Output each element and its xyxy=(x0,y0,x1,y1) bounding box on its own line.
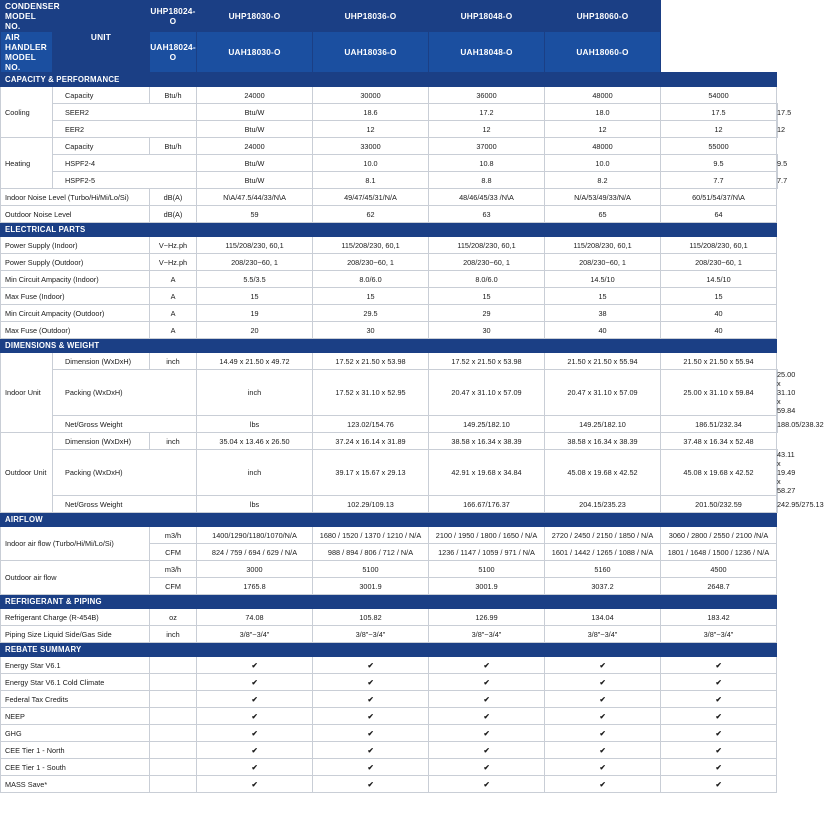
table-row xyxy=(1,561,778,578)
row-value-4: 43.11 x 19.49 x 58.27 xyxy=(777,450,796,495)
row-value-4: 55000 xyxy=(661,138,777,155)
check-icon: ✔ xyxy=(545,674,661,691)
row-value-2: 204.15/235.23 xyxy=(545,496,661,513)
table-row xyxy=(1,254,778,271)
check-icon: ✔ xyxy=(313,708,429,725)
table-row xyxy=(1,121,778,138)
section-header-3 xyxy=(1,513,778,527)
row-value-4: 21.50 x 21.50 x 55.94 xyxy=(661,353,777,370)
row-unit: V~Hz.ph xyxy=(150,237,197,254)
row-label: Dimension (WxDxH) xyxy=(53,353,150,370)
table-row xyxy=(1,322,778,339)
row-label: EER2 xyxy=(53,121,197,138)
section-title: REBATE SUMMARY xyxy=(1,643,777,657)
header-ah-model-6: UAH18060-O xyxy=(545,32,661,73)
row-label: Net/Gross Weight xyxy=(53,416,197,433)
row-value-2: 3/8"~3/4" xyxy=(429,626,545,643)
row-value-1: 3001.9 xyxy=(313,578,429,595)
check-icon: ✔ xyxy=(429,657,545,674)
check-icon: ✔ xyxy=(545,708,661,725)
row-value-1: 30 xyxy=(313,322,429,339)
check-icon: ✔ xyxy=(429,708,545,725)
row-value-1: 17.52 x 21.50 x 53.98 xyxy=(313,353,429,370)
row-value-1: 105.82 xyxy=(313,609,429,626)
row-value-3: 7.7 xyxy=(661,172,777,189)
table-row xyxy=(1,271,778,288)
row-value-0: 3000 xyxy=(197,561,313,578)
check-icon: ✔ xyxy=(313,725,429,742)
section-header-4 xyxy=(1,595,778,609)
table-row xyxy=(1,742,778,759)
row-value-3: 9.5 xyxy=(661,155,777,172)
row-label: HSPF2-4 xyxy=(53,155,197,172)
table-row xyxy=(1,189,778,206)
row-value-1: 208/230~60, 1 xyxy=(313,254,429,271)
header-row-condenser xyxy=(1,1,778,32)
row-unit: inch xyxy=(197,370,313,416)
row-group-label: Cooling xyxy=(1,87,53,138)
row-value-3: 21.50 x 21.50 x 55.94 xyxy=(545,353,661,370)
row-value-0: 35.04 x 13.46 x 26.50 xyxy=(197,433,313,450)
row-value-2: 36000 xyxy=(429,87,545,104)
row-value-1: 3/8"~3/4" xyxy=(313,626,429,643)
row-value-3: 40 xyxy=(545,322,661,339)
row-value-3: 65 xyxy=(545,206,661,223)
table-row xyxy=(1,433,778,450)
check-icon: ✔ xyxy=(661,691,777,708)
check-icon: ✔ xyxy=(197,708,313,725)
check-icon: ✔ xyxy=(313,657,429,674)
row-label: GHG xyxy=(1,725,150,742)
row-value-1: 8.8 xyxy=(429,172,545,189)
row-group-label: Indoor air flow (Turbo/Hi/Mi/Lo/Si) xyxy=(1,527,150,561)
row-value-3: 134.04 xyxy=(545,609,661,626)
check-icon: ✔ xyxy=(545,691,661,708)
check-icon: ✔ xyxy=(313,742,429,759)
row-value-2: 8.0/6.0 xyxy=(429,271,545,288)
row-value-1: 115/208/230, 60,1 xyxy=(313,237,429,254)
row-group-label: Indoor Unit xyxy=(1,353,53,433)
check-icon: ✔ xyxy=(429,674,545,691)
row-value-0: 208/230~60, 1 xyxy=(197,254,313,271)
row-value-3: 186.51/232.34 xyxy=(661,416,777,433)
row-label: Piping Size Liquid Side/Gas Side xyxy=(1,626,150,643)
row-value-2: 30 xyxy=(429,322,545,339)
row-unit: m3/h xyxy=(150,527,197,544)
check-icon: ✔ xyxy=(661,674,777,691)
section-title: REFRIGERANT & PIPING xyxy=(1,595,777,609)
row-value-3: 45.08 x 19.68 x 42.52 xyxy=(661,450,777,496)
check-icon: ✔ xyxy=(661,657,777,674)
row-unit: Btu/h xyxy=(150,138,197,155)
row-value-2: 15 xyxy=(429,288,545,305)
row-value-4: 1801 / 1648 / 1500 / 1236 / N/A xyxy=(661,544,777,561)
section-header-0 xyxy=(1,73,778,87)
row-value-3: 15 xyxy=(545,288,661,305)
row-label: Federal Tax Credits xyxy=(1,691,150,708)
row-value-0: N\A/47.5/44/33/N\A xyxy=(197,189,313,206)
row-value-0: 14.49 x 21.50 x 49.72 xyxy=(197,353,313,370)
row-value-3: 1601 / 1442 / 1265 / 1088 / N/A xyxy=(545,544,661,561)
row-unit: inch xyxy=(150,433,197,450)
row-value-3: 3/8"~3/4" xyxy=(545,626,661,643)
row-group-label: Heating xyxy=(1,138,53,189)
header-ah-model-4: UAH18036-O xyxy=(313,32,429,73)
row-group-label: Outdoor air flow xyxy=(1,561,150,595)
row-label: Energy Star V6.1 Cold Climate xyxy=(1,674,150,691)
check-icon: ✔ xyxy=(545,725,661,742)
table-row xyxy=(1,725,778,742)
row-unit: lbs xyxy=(197,496,313,513)
row-value-1: 1680 / 1520 / 1370 / 1210 / N/A xyxy=(313,527,429,544)
check-icon: ✔ xyxy=(197,776,313,793)
row-value-4: 17.5 xyxy=(777,104,778,121)
check-icon: ✔ xyxy=(429,759,545,776)
row-unit xyxy=(150,759,197,776)
row-value-1: 33000 xyxy=(313,138,429,155)
table-row xyxy=(1,708,778,725)
row-label: Min Circuit Ampacity (Indoor) xyxy=(1,271,150,288)
row-unit: m3/h xyxy=(150,561,197,578)
row-unit xyxy=(150,657,197,674)
table-row xyxy=(1,87,778,104)
header-model-6: UHP18060-O xyxy=(545,1,661,32)
row-unit: Btu/W xyxy=(197,104,313,121)
row-value-3: 17.5 xyxy=(661,104,777,121)
table-row xyxy=(1,691,778,708)
row-value-4: 2648.7 xyxy=(661,578,777,595)
row-value-2: 18.0 xyxy=(545,104,661,121)
check-icon: ✔ xyxy=(661,742,777,759)
row-label: Max Fuse (Indoor) xyxy=(1,288,150,305)
row-value-0: 824 / 759 / 694 / 629 / N/A xyxy=(197,544,313,561)
row-value-0: 18.6 xyxy=(313,104,429,121)
row-label: NEEP xyxy=(1,708,150,725)
row-value-2: 10.0 xyxy=(545,155,661,172)
row-value-4: 40 xyxy=(661,305,777,322)
check-icon: ✔ xyxy=(197,657,313,674)
row-value-1: 10.8 xyxy=(429,155,545,172)
check-icon: ✔ xyxy=(545,742,661,759)
row-unit: Btu/h xyxy=(150,87,197,104)
table-row xyxy=(1,776,778,793)
row-value-3: 12 xyxy=(661,121,777,138)
row-value-0: 1400/1290/1180/1070/N/A xyxy=(197,527,313,544)
row-value-0: 15 xyxy=(197,288,313,305)
row-label: Refrigerant Charge (R-454B) xyxy=(1,609,150,626)
row-value-0: 3/8"~3/4" xyxy=(197,626,313,643)
row-label: SEER2 xyxy=(53,104,197,121)
row-value-2: 149.25/182.10 xyxy=(545,416,661,433)
header-model-2: UHP18024-O xyxy=(150,1,197,32)
table-row xyxy=(1,759,778,776)
row-value-3: N/A/53/49/33/N/A xyxy=(545,189,661,206)
row-value-2: 3001.9 xyxy=(429,578,545,595)
check-icon: ✔ xyxy=(313,691,429,708)
check-icon: ✔ xyxy=(197,691,313,708)
row-label: Max Fuse (Outdoor) xyxy=(1,322,150,339)
row-unit: V~Hz.ph xyxy=(150,254,197,271)
row-value-0: 39.17 x 15.67 x 29.13 xyxy=(313,450,429,496)
check-icon: ✔ xyxy=(197,742,313,759)
row-value-1: 8.0/6.0 xyxy=(313,271,429,288)
row-value-1: 12 xyxy=(429,121,545,138)
row-value-2: 45.08 x 19.68 x 42.52 xyxy=(545,450,661,496)
table-row xyxy=(1,172,778,189)
table-row xyxy=(1,450,778,496)
row-value-3: 208/230~60, 1 xyxy=(545,254,661,271)
row-value-0: 17.52 x 31.10 x 52.95 xyxy=(313,370,429,416)
row-value-4: 40 xyxy=(661,322,777,339)
row-unit: lbs xyxy=(197,416,313,433)
row-value-2: 2100 / 1950 / 1800 / 1650 / N/A xyxy=(429,527,545,544)
row-value-0: 24000 xyxy=(197,138,313,155)
row-unit: CFM xyxy=(150,544,197,561)
row-value-4: 25.00 x 31.10 x 59.84 xyxy=(777,370,796,415)
row-value-0: 24000 xyxy=(197,87,313,104)
row-label: HSPF2-5 xyxy=(53,172,197,189)
row-value-0: 20 xyxy=(197,322,313,339)
row-value-1: 37.24 x 16.14 x 31.89 xyxy=(313,433,429,450)
row-unit: inch xyxy=(150,626,197,643)
row-value-4: 3/8"~3/4" xyxy=(661,626,777,643)
check-icon: ✔ xyxy=(429,691,545,708)
row-value-2: 63 xyxy=(429,206,545,223)
header-model-4: UHP18036-O xyxy=(313,1,429,32)
row-value-2: 17.52 x 21.50 x 53.98 xyxy=(429,353,545,370)
row-value-1: 5100 xyxy=(313,561,429,578)
row-value-0: 10.0 xyxy=(313,155,429,172)
row-label: Packing (WxDxH) xyxy=(53,450,197,496)
row-value-3: 38.58 x 16.34 x 38.39 xyxy=(545,433,661,450)
row-unit: dB(A) xyxy=(150,189,197,206)
row-unit xyxy=(150,742,197,759)
row-value-0: 123.02/154.76 xyxy=(313,416,429,433)
row-value-0: 115/208/230, 60,1 xyxy=(197,237,313,254)
row-value-2: 38.58 x 16.34 x 38.39 xyxy=(429,433,545,450)
table-row xyxy=(1,104,778,121)
row-unit xyxy=(150,776,197,793)
check-icon: ✔ xyxy=(313,759,429,776)
row-label: Dimension (WxDxH) xyxy=(53,433,150,450)
table-row xyxy=(1,416,778,433)
row-value-4: 208/230~60, 1 xyxy=(661,254,777,271)
row-value-4: 7.7 xyxy=(777,172,778,189)
row-label: Power Supply (Indoor) xyxy=(1,237,150,254)
check-icon: ✔ xyxy=(429,725,545,742)
row-value-1: 30000 xyxy=(313,87,429,104)
row-value-4: 60/51/54/37/N\A xyxy=(661,189,777,206)
row-value-3: 38 xyxy=(545,305,661,322)
row-label: Indoor Noise Level (Turbo/Hi/Mi/Lo/Si) xyxy=(1,189,150,206)
row-value-1: 17.2 xyxy=(429,104,545,121)
row-value-1: 166.67/176.37 xyxy=(429,496,545,513)
table-row xyxy=(1,288,778,305)
row-value-0: 8.1 xyxy=(313,172,429,189)
row-value-2: 1236 / 1147 / 1059 / 971 / N/A xyxy=(429,544,545,561)
row-value-3: 14.5/10 xyxy=(545,271,661,288)
row-label: Capacity xyxy=(53,138,150,155)
table-row xyxy=(1,353,778,370)
row-value-2: 37000 xyxy=(429,138,545,155)
row-value-4: 3060 / 2800 / 2550 / 2100 /N/A xyxy=(661,527,777,544)
row-label: MASS Save* xyxy=(1,776,150,793)
row-value-4: 54000 xyxy=(661,87,777,104)
check-icon: ✔ xyxy=(661,708,777,725)
row-unit: A xyxy=(150,322,197,339)
row-value-3: 25.00 x 31.10 x 59.84 xyxy=(661,370,777,416)
table-row xyxy=(1,155,778,172)
table-row xyxy=(1,496,778,513)
row-value-3: 115/208/230, 60,1 xyxy=(545,237,661,254)
check-icon: ✔ xyxy=(197,674,313,691)
section-title: AIRFLOW xyxy=(1,513,777,527)
header-condenser-label: CONDENSER MODEL NO. xyxy=(1,1,53,32)
header-ah-model-2: UAH18024-O xyxy=(150,32,197,73)
table-row xyxy=(1,206,778,223)
section-header-2 xyxy=(1,339,778,353)
row-unit: A xyxy=(150,271,197,288)
row-value-4: 14.5/10 xyxy=(661,271,777,288)
check-icon: ✔ xyxy=(661,725,777,742)
row-unit xyxy=(150,674,197,691)
row-unit xyxy=(150,691,197,708)
row-label: Min Circuit Ampacity (Outdoor) xyxy=(1,305,150,322)
header-ah-model-5: UAH18048-O xyxy=(429,32,545,73)
header-model-5: UHP18048-O xyxy=(429,1,545,32)
row-value-2: 208/230~60, 1 xyxy=(429,254,545,271)
row-value-1: 29.5 xyxy=(313,305,429,322)
table-row xyxy=(1,305,778,322)
row-value-1: 62 xyxy=(313,206,429,223)
row-value-2: 29 xyxy=(429,305,545,322)
row-value-3: 201.50/232.59 xyxy=(661,496,777,513)
table-row xyxy=(1,674,778,691)
row-unit: Btu/W xyxy=(197,172,313,189)
check-icon: ✔ xyxy=(545,657,661,674)
check-icon: ✔ xyxy=(661,759,777,776)
table-row xyxy=(1,237,778,254)
header-ah-model-3: UAH18030-O xyxy=(197,32,313,73)
check-icon: ✔ xyxy=(429,776,545,793)
row-value-2: 8.2 xyxy=(545,172,661,189)
check-icon: ✔ xyxy=(313,674,429,691)
row-value-4: 9.5 xyxy=(777,155,778,172)
row-value-4: 188.05/238.32 xyxy=(777,416,778,433)
section-title: DIMENSIONS & WEIGHT xyxy=(1,339,777,353)
row-unit: Btu/W xyxy=(197,155,313,172)
table-row xyxy=(1,609,778,626)
check-icon: ✔ xyxy=(313,776,429,793)
row-value-0: 12 xyxy=(313,121,429,138)
row-label: Outdoor Noise Level xyxy=(1,206,150,223)
check-icon: ✔ xyxy=(661,776,777,793)
table-row xyxy=(1,527,778,544)
row-label: Capacity xyxy=(53,87,150,104)
row-value-1: 49/47/45/31/N/A xyxy=(313,189,429,206)
section-title: ELECTRICAL PARTS xyxy=(1,223,777,237)
row-unit xyxy=(150,725,197,742)
header-model-3: UHP18030-O xyxy=(197,1,313,32)
row-value-4: 15 xyxy=(661,288,777,305)
row-value-0: 59 xyxy=(197,206,313,223)
row-value-3: 48000 xyxy=(545,138,661,155)
row-value-2: 20.47 x 31.10 x 57.09 xyxy=(545,370,661,416)
row-value-3: 2720 / 2450 / 2150 / 1850 / N/A xyxy=(545,527,661,544)
row-value-0: 5.5/3.5 xyxy=(197,271,313,288)
row-value-1: 149.25/182.10 xyxy=(429,416,545,433)
row-value-4: 37.48 x 16.34 x 52.48 xyxy=(661,433,777,450)
row-label: CEE Tier 1 - South xyxy=(1,759,150,776)
row-value-1: 988 / 894 / 806 / 712 / N/A xyxy=(313,544,429,561)
section-header-1 xyxy=(1,223,778,237)
header-airhandler-label: AIR HANDLER MODEL NO. xyxy=(1,32,53,73)
check-icon: ✔ xyxy=(197,759,313,776)
table-row xyxy=(1,370,778,416)
row-unit xyxy=(150,708,197,725)
row-value-2: 12 xyxy=(545,121,661,138)
row-group-label: Outdoor Unit xyxy=(1,433,53,513)
table-row xyxy=(1,626,778,643)
row-value-1: 42.91 x 19.68 x 34.84 xyxy=(429,450,545,496)
row-label: Power Supply (Outdoor) xyxy=(1,254,150,271)
check-icon: ✔ xyxy=(429,742,545,759)
table-row xyxy=(1,657,778,674)
row-value-0: 74.08 xyxy=(197,609,313,626)
row-value-4: 64 xyxy=(661,206,777,223)
section-title: CAPACITY & PERFORMANCE xyxy=(1,73,777,87)
row-value-2: 48/46/45/33 /N\A xyxy=(429,189,545,206)
row-label: Packing (WxDxH) xyxy=(53,370,197,416)
section-header-5 xyxy=(1,643,778,657)
header-unit-label: UNIT xyxy=(53,1,150,73)
row-value-2: 115/208/230, 60,1 xyxy=(429,237,545,254)
row-label: Net/Gross Weight xyxy=(53,496,197,513)
row-unit: inch xyxy=(150,353,197,370)
row-value-3: 48000 xyxy=(545,87,661,104)
row-value-3: 5160 xyxy=(545,561,661,578)
row-value-4: 115/208/230, 60,1 xyxy=(661,237,777,254)
row-value-2: 5100 xyxy=(429,561,545,578)
row-unit: A xyxy=(150,288,197,305)
row-unit: A xyxy=(150,305,197,322)
row-unit: CFM xyxy=(150,578,197,595)
row-value-4: 12 xyxy=(777,121,778,138)
row-unit: Btu/W xyxy=(197,121,313,138)
row-unit: dB(A) xyxy=(150,206,197,223)
row-value-0: 19 xyxy=(197,305,313,322)
check-icon: ✔ xyxy=(545,776,661,793)
table-row xyxy=(1,138,778,155)
check-icon: ✔ xyxy=(545,759,661,776)
row-label: Energy Star V6.1 xyxy=(1,657,150,674)
row-value-3: 3037.2 xyxy=(545,578,661,595)
row-value-0: 1765.8 xyxy=(197,578,313,595)
row-value-1: 15 xyxy=(313,288,429,305)
row-value-2: 126.99 xyxy=(429,609,545,626)
row-value-4: 242.95/275.13 xyxy=(777,496,778,513)
check-icon: ✔ xyxy=(197,725,313,742)
row-value-1: 20.47 x 31.10 x 57.09 xyxy=(429,370,545,416)
row-unit: inch xyxy=(197,450,313,496)
row-unit: oz xyxy=(150,609,197,626)
row-value-0: 102.29/109.13 xyxy=(313,496,429,513)
row-value-4: 4500 xyxy=(661,561,777,578)
row-value-4: 183.42 xyxy=(661,609,777,626)
row-label: CEE Tier 1 - North xyxy=(1,742,150,759)
